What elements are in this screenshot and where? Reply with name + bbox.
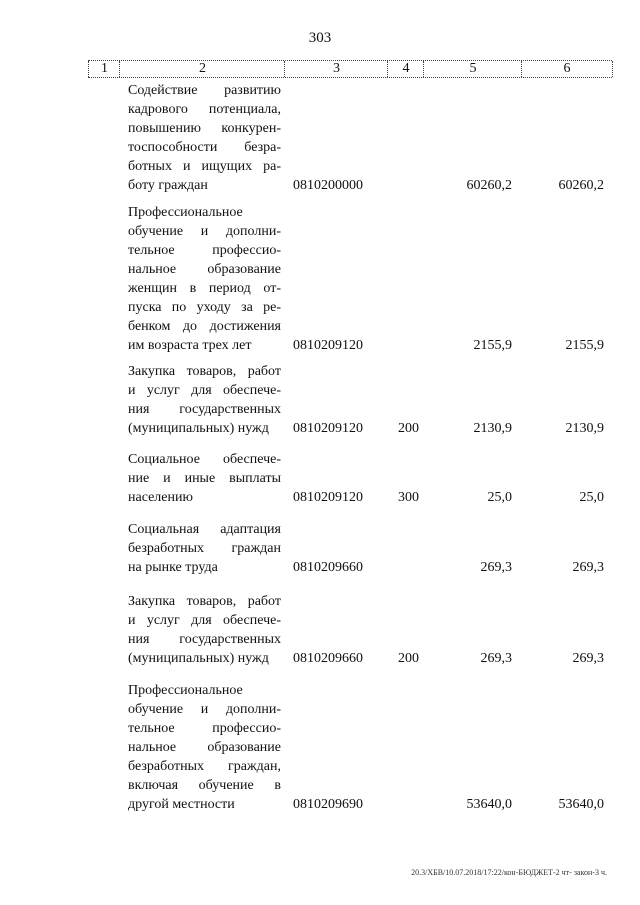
row-col6: 53640,0 [558,797,604,812]
description-line: кадрового потенциала, [128,102,281,117]
header-col-5: 5 [423,61,522,77]
row-col5: 53640,0 [466,797,512,812]
description-line: женщин в период от- [128,281,281,296]
page-number: 303 [308,30,332,46]
description-line: Закупка товаров, работ [128,594,281,609]
row-col5: 60260,2 [466,178,512,193]
document-footer: 20.3/ХБВ/10.07.2018/17:22/кон-БЮДЖЕТ-2 чт- закон-3 ч. [411,868,607,877]
row-description [128,203,281,355]
description-line: Содействие развитию [128,83,281,98]
row-type: 200 [398,421,419,436]
description-line: обучение и дополни- [128,224,281,239]
description-line: безработных граждан [128,541,281,556]
row-col6: 60260,2 [558,178,604,193]
header-col-1: 1 [88,61,120,77]
row-col6: 269,3 [572,560,604,575]
row-description [128,81,281,195]
description-line: тельное профессио- [128,243,281,258]
header-col-6: 6 [521,61,613,77]
description-line: и услуг для обеспече- [128,383,281,398]
row-col6: 2130,9 [565,421,604,436]
row-col5: 2155,9 [473,338,512,353]
description-line: Профессиональное [128,205,243,220]
description-line: тельное профессио- [128,721,281,736]
description-line: включая обучение в [128,778,281,793]
description-line: ния государственных [128,632,281,647]
row-col6: 25,0 [579,490,604,505]
description-line: нальное образование [128,740,281,755]
description-line: ние и иные выплаты [128,471,281,486]
row-description [128,681,281,814]
description-line: (муниципальных) нужд [128,421,269,436]
header-col-4: 4 [387,61,424,77]
description-line: тоспособности безра- [128,140,281,155]
description-line: другой местности [128,797,235,812]
description-line: Профессиональное [128,683,243,698]
header-col-3: 3 [284,61,388,77]
row-col5: 269,3 [480,651,512,666]
row-description [128,450,281,507]
description-line: повышению конкурен- [128,121,281,136]
description-line: бенком до достижения [128,319,281,334]
row-col5: 2130,9 [473,421,512,436]
description-line: Закупка товаров, работ [128,364,281,379]
description-line: населению [128,490,193,505]
row-type: 300 [398,490,419,505]
table-header [88,60,612,78]
row-code: 0810200000 [293,178,363,193]
description-line: нальное образование [128,262,281,277]
description-line: пуска по уходу за ре- [128,300,281,315]
row-code: 0810209120 [293,338,363,353]
row-description [128,362,281,438]
description-line: безработных граждан, [128,759,281,774]
row-col5: 269,3 [480,560,512,575]
row-description [128,592,281,668]
description-line: на рынке труда [128,560,218,575]
description-line: и услуг для обеспече- [128,613,281,628]
header-col-2: 2 [119,61,285,77]
description-line: Социальное обеспече- [128,452,281,467]
row-col6: 2155,9 [565,338,604,353]
description-line: им возраста трех лет [128,338,252,353]
description-line: ботных и ищущих ра- [128,159,281,174]
row-code: 0810209120 [293,490,363,505]
row-code: 0810209690 [293,797,363,812]
row-code: 0810209660 [293,560,363,575]
row-code: 0810209120 [293,421,363,436]
row-type: 200 [398,651,419,666]
description-line: ния государственных [128,402,281,417]
row-col6: 269,3 [572,651,604,666]
description-line: обучение и дополни- [128,702,281,717]
description-line: боту граждан [128,178,208,193]
row-col5: 25,0 [487,490,512,505]
row-code: 0810209660 [293,651,363,666]
row-description [128,520,281,577]
description-line: (муниципальных) нужд [128,651,269,666]
description-line: Социальная адаптация [128,522,281,537]
